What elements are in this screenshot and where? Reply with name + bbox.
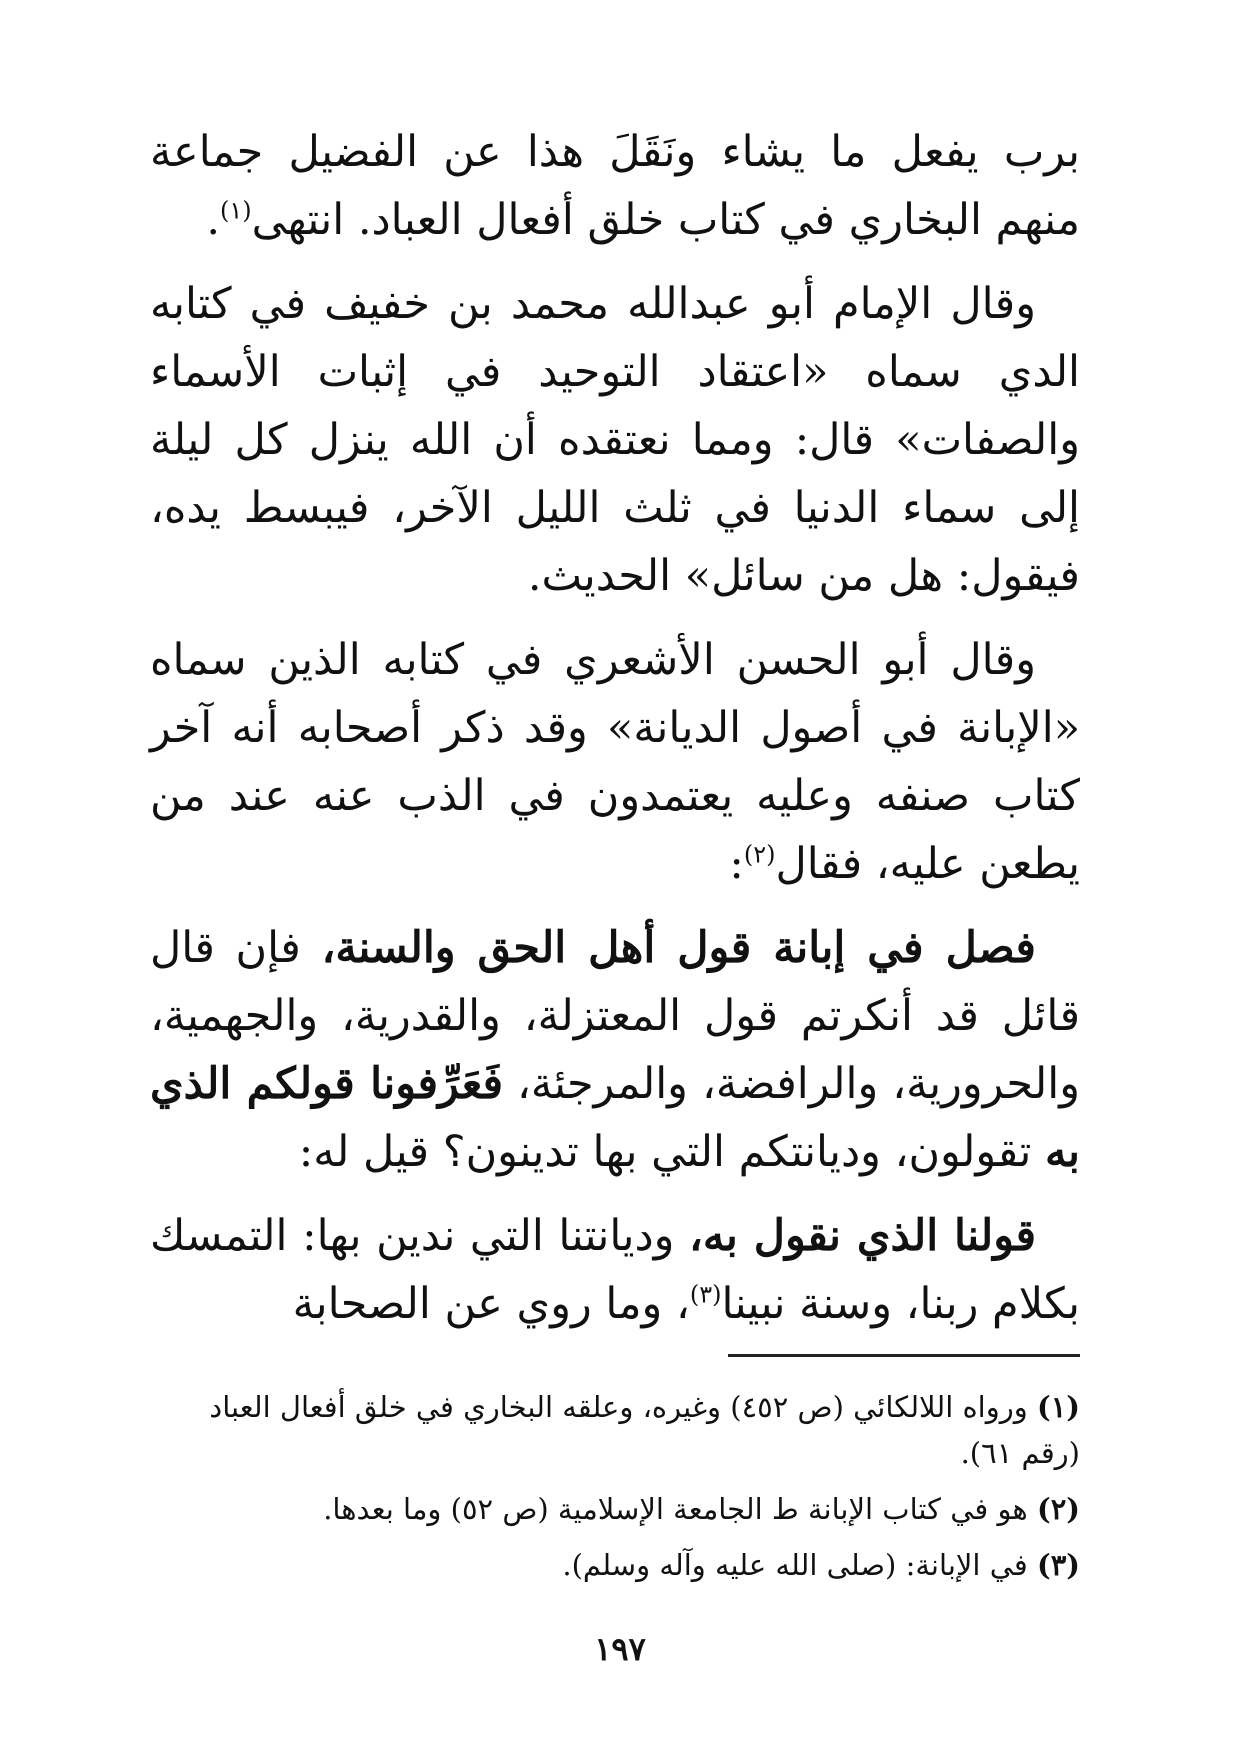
paragraph-3-tail: : [729, 839, 744, 889]
paragraph-2-text: وقال الإمام أبو عبدالله محمد بن خفيف في كتابه الدي سماه «اعتقاد التوحيد في إثبات الأسماء والصفات» قال: ومما نعتقده أن الله ينزل كل ليلة إلى سماء الدنيا في ثلث الليل الآخر، فيبسط يده، فيقول: هل من سائل» الحديث. [150, 279, 1080, 601]
footnote-ref-2[interactable]: (٢) [743, 840, 776, 869]
footnote-divider [728, 1354, 1080, 1357]
footnote-1-number: (١) [1036, 1390, 1080, 1424]
paragraph-5-text-b: ، وما روي عن الصحابة [292, 1279, 690, 1329]
footnote-ref-1[interactable]: (١) [220, 196, 252, 225]
footnotes [150, 1384, 1080, 1598]
paragraph-1-tail: . [206, 195, 220, 245]
footnote-1 [150, 1384, 1080, 1476]
paragraph-5-text-a: وديانتنا التي ندين بها: التمسك بكلام ربنا، وسنة نبينا [150, 1211, 1080, 1329]
paragraph-4-text-b: تقولون، وديانتكم التي بها تدينون؟ قيل له: [298, 1127, 1045, 1177]
footnote-1-text: ورواه اللالكائي (ص ٤٥٢) وغيره، وعلقه البخاري في خلق أفعال العباد (رقم ٦١). [209, 1390, 1080, 1470]
paragraph-3 [150, 626, 1080, 898]
paragraph-5 [150, 1202, 1080, 1338]
paragraph-1 [150, 118, 1080, 254]
footnote-3 [150, 1542, 1080, 1588]
footnote-2-number: (٢) [1036, 1492, 1080, 1526]
paragraph-3-text: وقال أبو الحسن الأشعري في كتابه الذين سماه «الإبانة في أصول الديانة» وقد ذكر أصحابه أنه آخر كتاب صنفه وعليه يعتمدون في الذب عنه عند من يطعن عليه، فقال [150, 635, 1080, 889]
footnote-ref-3[interactable]: (٣) [689, 1280, 722, 1309]
paragraph-1-text: برب يفعل ما يشاء ونَقَلَ هذا عن الفضيل جماعة منهم البخاري في كتاب خلق أفعال العباد. انتهى [150, 127, 1080, 245]
paragraph-2 [150, 270, 1080, 610]
paragraph-5-heading: قولنا الذي نقول به، [688, 1211, 1036, 1261]
paragraph-4-text-a: فإن قال قائل قد أنكرتم قول المعتزلة، والقدرية، والجهمية، والحرورية، والرافضة، والمرجئة، [150, 923, 1080, 1109]
footnote-3-text: في الإبانة: (صلى الله عليه وآله وسلم). [562, 1548, 1037, 1582]
page-number: ١٩٧ [594, 1630, 646, 1668]
paragraph-4 [150, 914, 1080, 1186]
footnote-2-text: هو في كتاب الإبانة ط الجامعة الإسلامية (ص ٥٢) وما بعدها. [323, 1492, 1037, 1526]
paragraph-4-heading: فصل في إبانة قول أهل الحق والسنة، [321, 923, 1036, 973]
paragraph-4-bold-phrase: فَعَرِّفونا قولكم الذي به [150, 1059, 1080, 1177]
footnote-2 [150, 1486, 1080, 1532]
footnote-3-number: (٣) [1036, 1548, 1080, 1582]
main-text [150, 118, 1080, 1354]
